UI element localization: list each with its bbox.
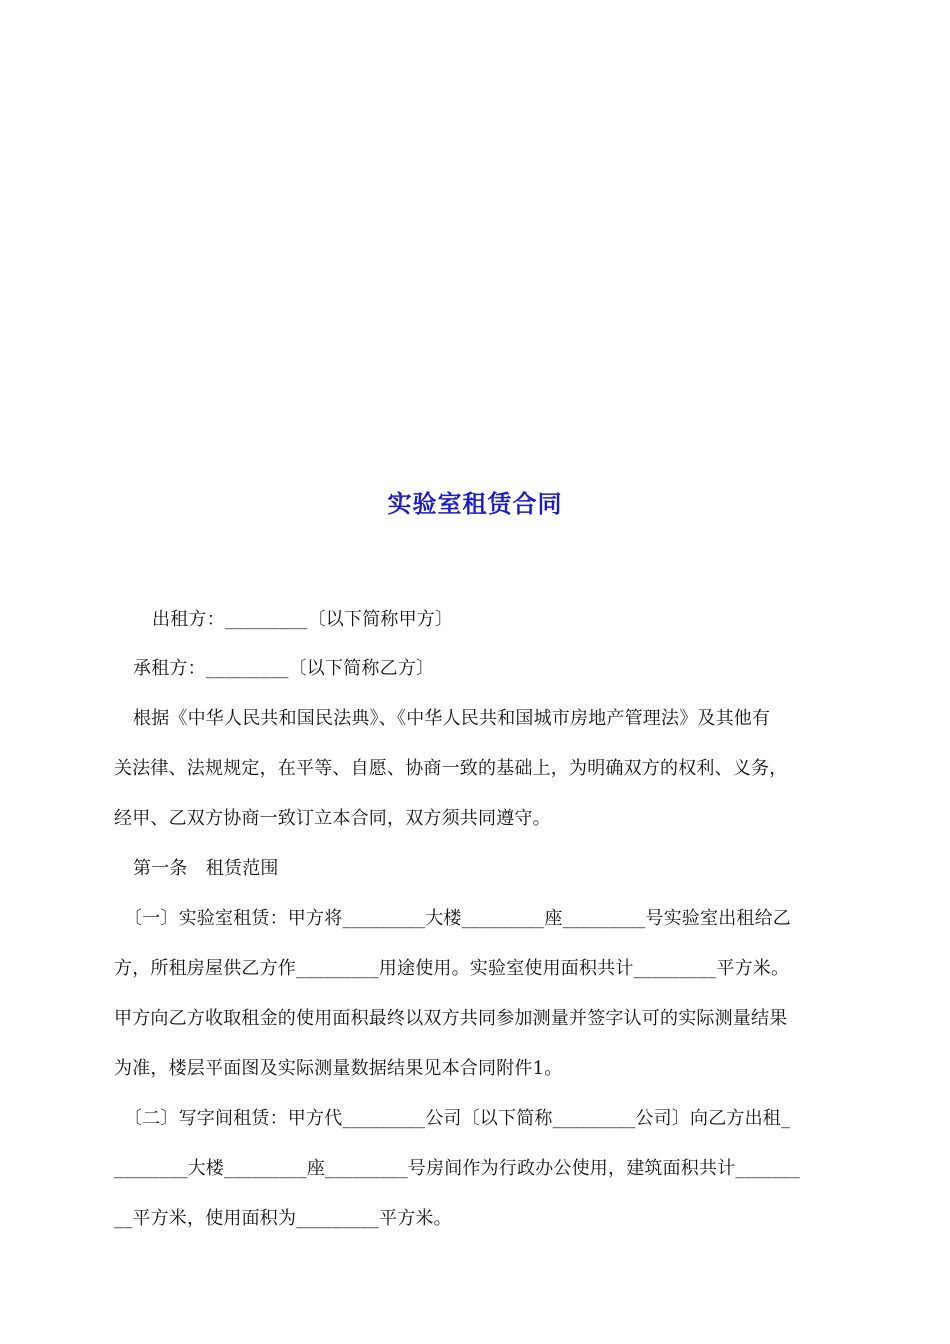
- paragraph-line: 为准，楼层平面图及实际测量数据结果见本合同附件1。: [114, 1058, 563, 1079]
- paragraph-line: 方，所租房屋供乙方作_________用途使用。实验室使用面积共计_________平方米。: [114, 958, 790, 979]
- paragraph-line: 关法律、法规规定，在平等、自愿、协商一致的基础上，为明确双方的权利、义务，: [114, 758, 788, 779]
- document-title: 实验室租赁合同: [387, 489, 563, 518]
- article-heading: 第一条 租赁范围: [133, 858, 279, 879]
- paragraph-line: 〔一〕实验室租赁：甲方将_________大楼_________座_________号实验室出租给乙: [124, 908, 791, 929]
- paragraph-line: 甲方向乙方收取租金的使用面积最终以双方共同参加测量并签字认可的实际测量结果: [114, 1008, 788, 1029]
- paragraph-line: 〔二〕写字间租赁：甲方代_________公司〔以下简称_________公司〕向乙方出租_: [124, 1108, 791, 1129]
- paragraph-line: 经甲、乙双方协商一致订立本合同，双方须共同遵守。: [114, 808, 551, 829]
- paragraph-line: ________大楼_________座_________号房间作为行政办公使用，建筑面积共计_______: [114, 1158, 800, 1179]
- paragraph-line: 根据《中华人民共和国民法典》、《中华人民共和国城市房地产管理法》及其他有: [133, 708, 771, 729]
- lessee-line: 承租方：_________〔以下简称乙方〕: [133, 658, 435, 679]
- lessor-line: 出租方：_________〔以下简称甲方〕: [152, 609, 454, 630]
- paragraph-line: __平方米，使用面积为_________平方米。: [114, 1208, 452, 1229]
